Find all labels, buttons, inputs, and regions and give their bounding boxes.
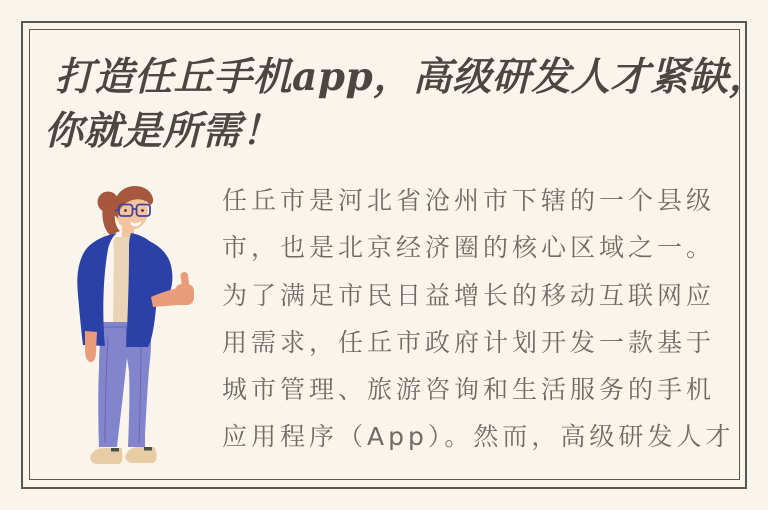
- article-line: 任丘市是河北省沧州市下辖的一个县级: [222, 186, 716, 215]
- article-line: 城市管理、旅游咨询和生活服务的手机: [222, 375, 716, 405]
- article-line: 用需求，任丘市政府计划开发一款基于: [222, 327, 716, 357]
- person-shoe-right-accent: [144, 447, 152, 451]
- person-left-hand: [85, 331, 97, 362]
- title-line-1: 打造任丘手机app，高级研发人才紧缺，: [55, 54, 768, 100]
- page-title: [44, 50, 768, 158]
- article-line: 市，也是北京经济圈的核心区域之一。: [222, 233, 716, 263]
- person-eye-left: [124, 209, 127, 212]
- article-line: 为了满足市民日益增长的移动互联网应: [222, 280, 716, 310]
- person-illustration: [70, 185, 200, 470]
- person-shoe-left-accent: [111, 448, 119, 452]
- title-line-2: 你就是所需！: [44, 108, 282, 154]
- article-line: 应用程序（App）。然而，高级研发人才: [222, 422, 735, 452]
- article-text: [222, 177, 746, 461]
- person-fist: [175, 284, 194, 305]
- person-eye-right: [141, 209, 144, 212]
